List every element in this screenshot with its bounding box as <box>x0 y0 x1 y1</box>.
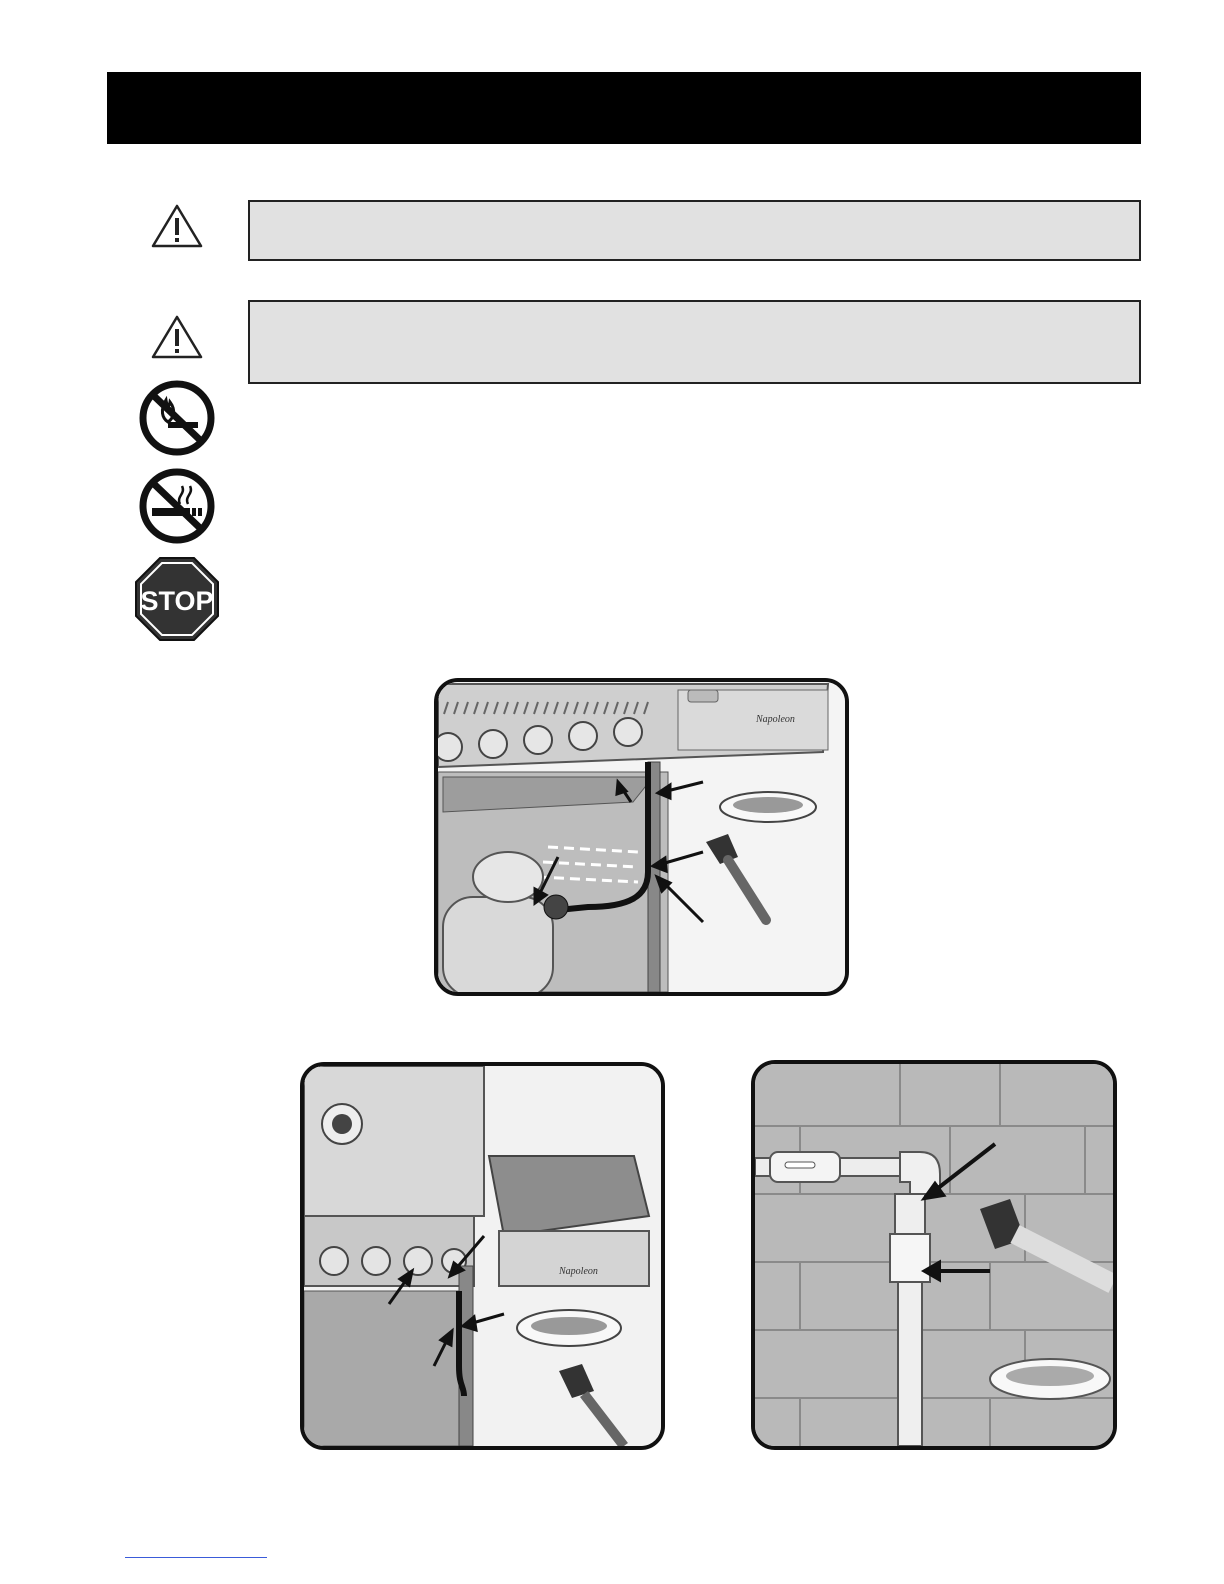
no-smoking-icon <box>136 466 218 546</box>
figure-natural-gas-line-leak-test <box>751 1060 1117 1450</box>
warning-box-1 <box>248 200 1141 261</box>
figure-propane-tank-leak-test <box>434 678 849 996</box>
svg-text:Napoleon: Napoleon <box>756 714 795 725</box>
no-open-flame-icon <box>136 378 218 458</box>
stop-sign-icon <box>134 556 220 642</box>
section-title-bar <box>107 72 1141 144</box>
figure-side-burner-leak-test <box>300 1062 665 1450</box>
warning-triangle-icon <box>150 203 204 249</box>
svg-text:Napoleon: Napoleon <box>559 1266 598 1277</box>
warning-triangle-icon <box>150 314 204 360</box>
footer-link-underline[interactable] <box>125 1557 267 1558</box>
stop-sign-text: STOP <box>140 586 214 616</box>
warning-box-2 <box>248 300 1141 384</box>
